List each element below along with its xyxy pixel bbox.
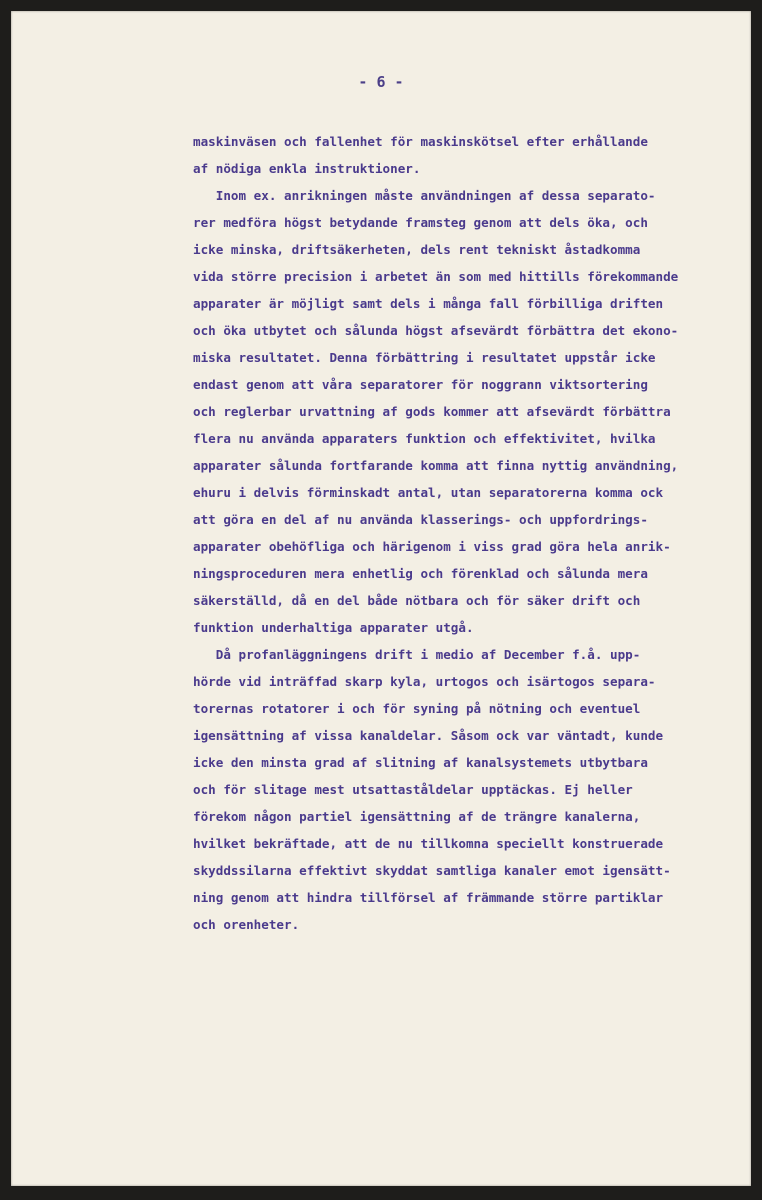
text-line: ningsproceduren mera enhetlig och förenklad och sålunda mera — [193, 566, 648, 581]
text-line: hörde vid inträffad skarp kyla, urtogos och isärtogos separa- — [193, 674, 656, 689]
text-line: apparater sålunda fortfarande komma att finna nyttig användning, — [193, 458, 679, 473]
text-line: rer medföra högst betydande framsteg genom att dels öka, och — [193, 215, 648, 230]
text-line: funktion underhaltiga apparater utgå. — [193, 620, 474, 635]
text-line: säkerställd, då en del både nötbara och för säker drift och — [193, 593, 641, 608]
text-line: att göra en del af nu använda klasserings- och uppfordrings- — [193, 512, 648, 527]
text-line: förekom någon partiel igensättning af de trängre kanalerna, — [193, 809, 641, 824]
text-line: maskinväsen och fallenhet för maskinskötsel efter erhållande — [193, 134, 648, 149]
text-line: ehuru i delvis förminskadt antal, utan separatorerna komma ock — [193, 485, 664, 500]
text-line: flera nu använda apparaters funktion och effektivitet, hvilka — [193, 431, 656, 446]
text-line: Då profanläggningens drift i medio af December f.å. upp- — [193, 647, 641, 662]
text-line: icke den minsta grad af slitning af kanalsystemets utbytbara — [193, 755, 648, 770]
text-line: och orenheter. — [193, 917, 300, 932]
text-line: af nödiga enkla instruktioner. — [193, 161, 421, 176]
text-line: Inom ex. anrikningen måste användningen af dessa separato- — [193, 188, 656, 203]
text-line: apparater obehöfliga och härigenom i viss grad göra hela anrik- — [193, 539, 671, 554]
text-line: endast genom att våra separatorer för noggrann viktsortering — [193, 377, 648, 392]
document-page — [11, 11, 751, 1186]
text-line: ning genom att hindra tillförsel af främmande större partiklar — [193, 890, 664, 905]
text-line: hvilket bekräftade, att de nu tillkomna speciellt konstruerade — [193, 836, 664, 851]
page-number: - 6 - — [358, 73, 404, 91]
text-line: apparater är möjligt samt dels i många fall förbilliga driften — [193, 296, 664, 311]
text-line: igensättning af vissa kanaldelar. Såsom ock var väntadt, kunde — [193, 728, 664, 743]
text-line: skyddssilarna effektivt skyddat samtliga kanaler emot igensätt- — [193, 863, 671, 878]
text-line: och öka utbytet och sålunda högst afsevärdt förbättra det ekono- — [193, 323, 679, 338]
text-line: torernas rotatorer i och för syning på nötning och eventuel — [193, 701, 641, 716]
body-text — [193, 128, 741, 938]
text-line: vida större precision i arbetet än som med hittills förekommande — [193, 269, 679, 284]
text-line: icke minska, driftsäkerheten, dels rent tekniskt åstadkomma — [193, 242, 641, 257]
text-line: miska resultatet. Denna förbättring i resultatet uppstår icke — [193, 350, 656, 365]
text-line: och reglerbar urvattning af gods kommer att afsevärdt förbättra — [193, 404, 671, 419]
text-line: och för slitage mest utsattaståldelar upptäckas. Ej heller — [193, 782, 633, 797]
